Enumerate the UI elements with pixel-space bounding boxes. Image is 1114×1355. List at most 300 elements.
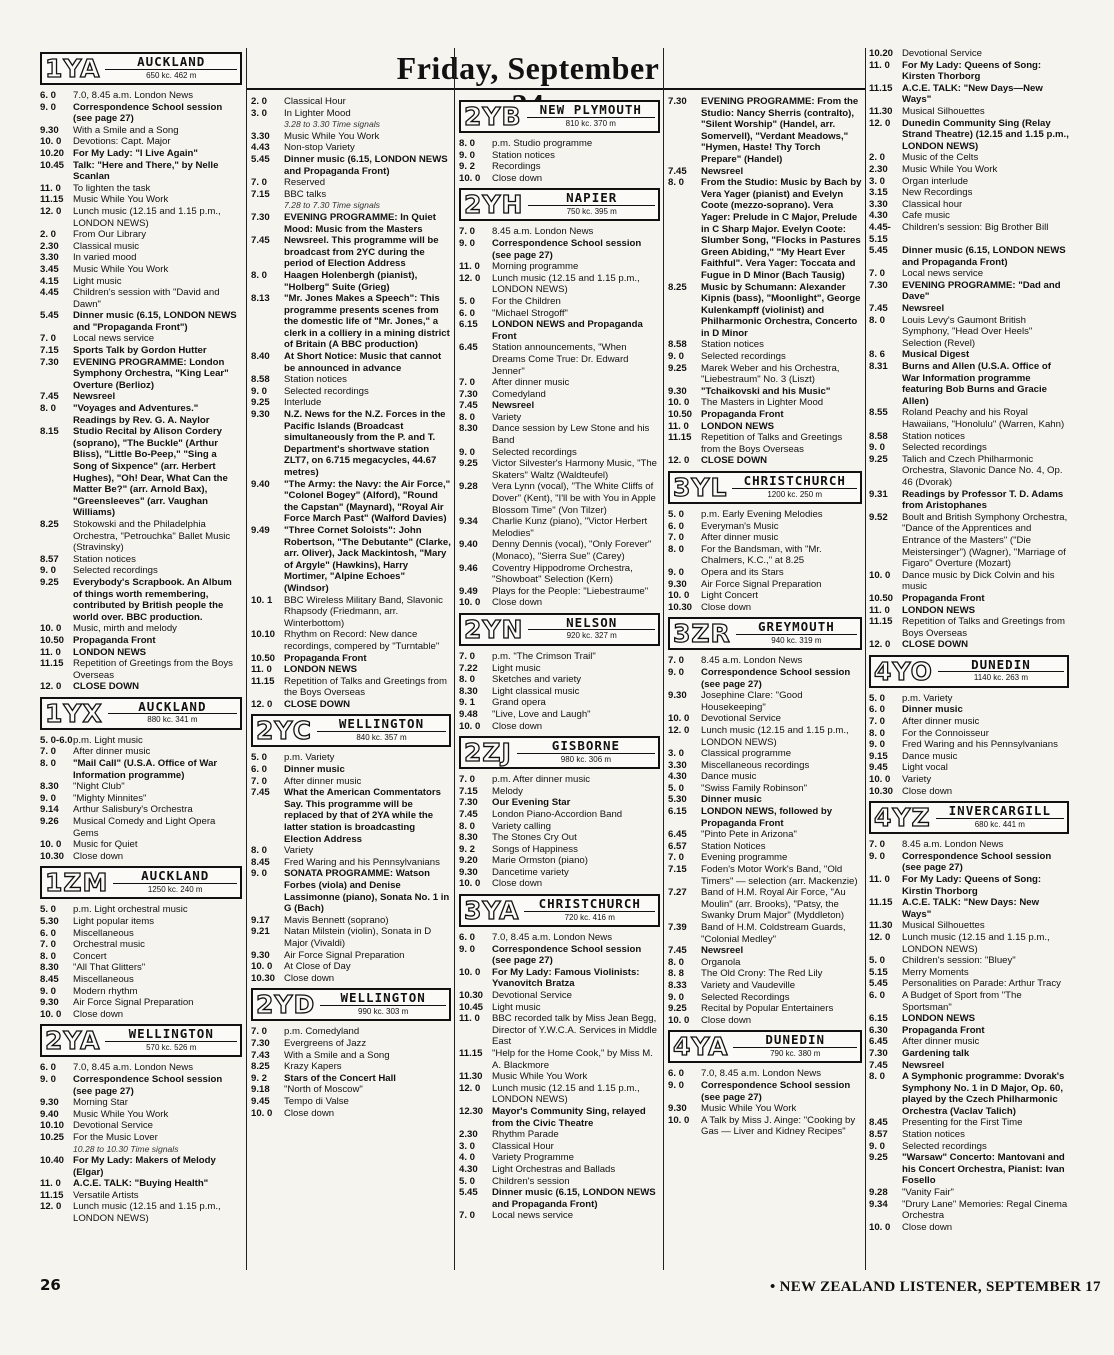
programme-description: Station notices [73,553,136,565]
programme-description: For the Connoisseur [902,727,989,739]
programme-time: 9.30 [40,1097,59,1109]
programme-description: Talk: "Here and There," by Nelle Scanlan [73,159,219,183]
programme-description: Concert [73,950,107,962]
programme-description: In Lighter Mood [284,107,351,119]
programme-description: Close down [73,1008,124,1020]
programme-item [40,264,242,276]
programme-time: 7. 0 [40,746,57,758]
station-continued [251,96,451,710]
programme-item [251,235,451,270]
programme-time: 8.57 [869,1129,888,1141]
programme-description: Roland Peachy and his Royal Hawaiians, "Honolulu" (Warren, Kahn) [902,407,1065,430]
programme-item [40,781,242,793]
programme-description: p.m. Light music [73,734,143,746]
programme-item [459,967,660,990]
programme-time: 7. 0 [459,1210,476,1222]
programme-item [668,590,862,602]
programme-item [40,206,242,229]
programme-item [251,915,451,927]
programme-description: After dinner music [902,716,980,728]
programme-time: 9. 0 [251,385,268,397]
programme-item [459,1164,660,1176]
programme-description: Rhythm Parade [492,1129,559,1141]
station-frequency: 720 kc. 416 m [524,911,655,924]
programme-description: Music While You Work [284,130,380,142]
programme-item [40,125,242,137]
programme-description: Dinner music (6.15, LONDON NEWS and Propaganda Front) [284,153,448,177]
station-city: INVERCARGILL [948,803,1051,819]
programme-time: 7.45 [459,808,478,820]
programme-item [40,90,242,102]
programme-item [459,1002,660,1014]
programme-time: 7.30 [459,388,478,400]
programme-time: 10.45 [40,159,65,171]
programme-item [668,655,862,667]
programme-description: Close down [492,597,543,609]
programme-description: Dance music [902,750,958,762]
programme-description: Music While You Work [492,1071,588,1083]
programme-description: Lunch music (12.15 and 1.15 p.m., LONDON NEWS) [73,1201,221,1225]
programme-time: 9.17 [251,914,270,926]
programme-description: Charlie Kunz (piano), "Victor Herbert Melodies" [492,516,648,539]
station-1ya [40,52,242,693]
programme-description: Orchestral music [73,939,145,951]
programme-item [251,108,451,120]
programme-item [40,333,242,345]
programme-time: 8. 0 [668,956,685,968]
station-4yz [869,801,1069,1233]
programme-description: Dunedin Community Sing (Relay Strand Theatre) (12.15 and 1.15 p.m., LONDON NEWS) [902,117,1069,152]
programme-description: A Symphonic programme: Dvorak's Symphony No. 1 in D Major, Op. 60, played by the Czech Philharmonic Orchestra (Vaclav Talich) [902,1071,1065,1117]
programme-time: 6. 0 [40,1062,57,1074]
programme-time: 8. 0 [251,845,268,857]
programme-time: 10. 0 [251,961,273,973]
programme-time: 10.30 [668,601,693,613]
programme-time: 5.45 [251,153,270,165]
programme-description: "Mail Call" (U.S.A. Office of War Information programme) [73,758,218,781]
programme-item [251,525,451,595]
programme-time: 11. 0 [459,1013,480,1025]
programme-item [869,1141,1069,1153]
programme-description: Newsreel. This programme will be broadcast from 2YC during the period of Election Address [284,235,439,270]
programme-time: 9.15 [869,750,888,762]
programme-description: Newsreel [902,303,945,315]
programme-item [869,280,1069,303]
programme-description: From Our Library [73,229,147,241]
programme-item [40,102,242,125]
programme-time: 9.30 [251,409,270,421]
programme-time: 9.30 [40,124,59,136]
callsign: 2YB [464,102,522,131]
programme-time: 3.15 [869,187,888,199]
programme-item [459,563,660,586]
station-frequency: 570 kc. 526 m [105,1041,237,1054]
programme-time: 9.49 [459,585,478,597]
programme-time: 9.18 [251,1084,270,1096]
programme-description: Newsreel [492,400,535,412]
station-city: AUCKLAND [138,698,207,714]
programme-item [869,716,1069,728]
programme-time: 5. 0 [869,955,886,967]
programme-time: 8.25 [251,1061,270,1073]
programme-description: Personalities on Parade: Arthur Tracy [902,978,1061,990]
programme-item [459,400,660,412]
programme-description: Close down [284,972,335,984]
programme-description: LONDON NEWS and Propaganda Front [492,319,643,342]
programme-description: Propaganda Front [902,1024,985,1036]
programme-item [459,1106,660,1129]
programme-time: 9. 0 [40,565,57,577]
programme-description: After dinner music [902,1036,980,1048]
programme-description: Sports Talk by Gordon Hutter [73,345,207,357]
station-frequency: 980 kc. 306 m [517,753,655,766]
programme-item [40,804,242,816]
programme-item [869,60,1069,83]
programme-time: 9. 0 [869,850,886,862]
programme-description: Miscellaneous [73,973,134,985]
programme-description: p.m. Light orchestral music [73,904,188,916]
programme-time: 9.14 [40,804,59,816]
programme-description: Josephine Clare: "Good Housekeeping" [701,690,803,713]
programme-description: 8.45 a.m. London News [701,655,803,667]
programme-description: Lunch music (12.15 and 1.15 p.m., LONDON NEWS) [701,724,849,748]
programme-time: 9.21 [251,926,270,938]
programme-description: Morning Star [73,1097,128,1109]
programme-description: After dinner music [73,746,151,758]
programme-time: 10. 0 [40,623,62,635]
programme-description: Stars of the Concert Hall [284,1072,396,1084]
programme-time: 8.40 [251,351,270,363]
programme-item [40,816,242,839]
programme-description: 7.0, 8.45 a.m. London News [73,90,193,101]
programme-item [668,1080,862,1103]
programme-item [869,704,1069,716]
programme-description: "Live, Love and Laugh" [492,708,591,720]
programme-time: 8.13 [251,293,270,305]
programme-item [869,164,1069,176]
programme-time: 9. 0 [251,868,268,880]
programme-item [40,1178,242,1190]
programme-item [869,1129,1069,1141]
station-header [40,52,242,85]
station-city: AUCKLAND [141,868,210,884]
programme-description: Propaganda Front [902,592,985,604]
station-2ya [40,1024,242,1224]
programme-time: 9. 0 [459,237,476,249]
programme-time: 8.30 [40,781,59,793]
programme-item [869,1060,1069,1072]
station-1yx [40,697,242,863]
programme-description: Miscellaneous [73,927,134,939]
programme-item [668,339,862,351]
programme-description: Denny Dennis (vocal), "Only Forever" (Monaco), "Sierra Sue" (Carey) [492,539,652,562]
programme-time: 7. 0 [251,775,268,787]
programme-time: 8. 6 [869,349,886,361]
programme-description: Repetition of Talks and Greetings from the Boys Overseas [284,675,447,699]
programme-item [869,442,1069,454]
programme-description: Fred Waring and his Pennsylvanians [284,856,440,868]
programme-item [251,212,451,235]
programme-time: 7.15 [40,345,59,357]
programme-time: 7.30 [668,96,687,107]
programme-item [459,878,660,890]
programme-item [251,1061,451,1073]
programme-time: 10. 0 [459,966,481,978]
programme-description: p.m. Comedyland [284,1026,360,1038]
programme-item [668,544,862,567]
programme-time: 11.15 [668,432,692,444]
programme-description: "Vanity Fair" [902,1187,954,1199]
programme-item [459,1071,660,1083]
programme-time: 9.20 [459,855,478,867]
programme-description: Marek Weber and his Orchestra, "Liebestraum" No. 3 (Liszt) [701,362,840,386]
programme-item [668,992,862,1004]
programme-time: 7. 0 [869,839,886,851]
programme-time: 8. 0 [459,674,476,686]
programme-description: Vera Lynn (vocal), "The White Cliffs of Dover" (Kent), "I'll be with You in Apple Blossom Time" (Von Tilzer) [492,481,656,516]
programme-item [869,407,1069,430]
programme-description: Selected Recordings [701,991,790,1003]
programme-description: Light Orchestras and Ballads [492,1163,616,1175]
programme-time: 10. 0 [668,713,690,725]
programme-item [869,1152,1069,1187]
programme-item [459,342,660,377]
programme-description: The Stones Cry Out [492,832,577,844]
programme-time: 6. 0 [668,520,685,532]
programme-description: LONDON NEWS [284,664,358,676]
programme-item [251,142,451,154]
programme-description: Local news service [492,1210,574,1222]
programme-item [459,674,660,686]
programme-item [869,967,1069,979]
programme-time: 7. 0 [459,650,476,662]
programme-item [251,857,451,869]
programme-item [668,783,862,795]
programme-description: Victor Silvester's Harmony Music, "The Skaters" Waltz (Waldteufel) [492,458,658,481]
programme-description: Variety calling [492,820,552,832]
callsign: 3YA [464,896,520,926]
programme-description: Close down [73,850,124,862]
programme-time: 11. 0 [869,59,890,71]
programme-description: For the Bandsman, with "Mr. Chalmers, K.C.," at 8.25 [701,543,822,567]
station-3ya [459,894,660,1222]
column-3 [459,96,660,1222]
station-meta [105,1028,237,1053]
programme-time: 11. 0 [251,664,272,676]
programme-item [251,950,451,962]
station-frequency: 880 kc. 341 m [108,713,237,726]
programme-description: Light popular items [73,916,155,927]
programme-time: 8. 0 [40,950,57,962]
programme-description: Comedyland [492,388,546,400]
programme-description: Local news service [902,268,984,280]
programme-time: 8. 0 [459,411,476,423]
programme-item [251,1050,451,1062]
programme-item [459,1141,660,1153]
programme-item [869,268,1069,280]
station-frequency: 1250 kc. 240 m [113,883,237,896]
programme-description: Mavis Bennett (soprano) [284,914,389,926]
programme-description: Burns and Allen (U.S.A. Office of War Information programme featuring Bob Burns and Gracie Allen) [902,361,1051,407]
programme-time: 9.25 [668,362,687,374]
programme-time: 8.58 [251,374,270,386]
programme-description: CLOSE DOWN [902,639,969,651]
station-meta [736,621,857,646]
programme-item [251,1096,451,1108]
programme-description: Evergreens of Jazz [284,1037,367,1049]
programme-description: Music by Schumann: Alexander Kipnis (bass), "Moonlight", George Kulenkampff (violinist) and Philharmonic Orchestra, Concerto in D Minor [701,281,861,339]
programme-item [869,303,1069,315]
programme-item [40,229,242,241]
programme-item [40,928,242,940]
callsign: 3YL [673,473,728,502]
programme-time: 9.25 [251,397,270,409]
station-meta [517,740,655,765]
station-header [459,100,660,133]
programme-description: London Piano-Accordion Band [492,808,623,820]
programme-item [869,222,1069,245]
programme-item [668,713,862,725]
programme-time: 10.30 [251,972,276,984]
programme-time: 10. 0 [40,1008,62,1020]
programme-time: 6.30 [869,1024,888,1036]
programme-item [869,605,1069,617]
programme-time: 3.45 [40,263,59,275]
programme-item [251,351,451,374]
programme-item [459,932,660,944]
station-header [459,894,660,927]
programme-item [869,152,1069,164]
title-rule [247,88,865,90]
programme-item [40,1109,242,1121]
programme-item [668,1103,862,1115]
programme-time: 2. 0 [251,96,268,107]
programme-item [459,377,660,389]
programme-item [668,602,862,614]
programme-item [668,922,862,945]
programme-item [668,725,862,748]
programme-item [668,96,862,166]
station-2yd [251,988,451,1119]
programme-item [40,962,242,974]
programme-description: Station notices [902,430,965,442]
programme-item [668,363,862,386]
programme-time: 9.26 [40,816,59,828]
programme-time: 9. 0 [869,739,886,751]
programme-description: Melody [492,785,523,797]
programme-description: Variety and Vaudeville [701,979,796,991]
programme-description: Music While You Work [73,1108,169,1120]
programme-item [40,986,242,998]
programme-description: Classical programme [701,748,792,760]
programme-time: 9.25 [869,453,888,465]
programme-time: 7. 0 [869,716,886,728]
page-title: Friday, September [396,50,660,86]
programme-time: 8. 0 [40,403,57,415]
programme-item [668,806,862,829]
programme-description: Dancetime variety [492,866,569,878]
programme-description: A.C.E. TALK: "Buying Health" [73,1178,209,1190]
programme-item [251,629,451,652]
programme-time: 11. 0 [668,420,689,432]
programme-description: Station notices [701,339,764,351]
programme-item [40,904,242,916]
programme-item [869,593,1069,605]
programme-description: Propaganda Front [284,652,367,664]
programme-item [869,489,1069,512]
programme-time: 7. 0 [668,532,685,544]
programme-description: Close down [902,1221,953,1233]
programme-time: 8.58 [869,430,888,442]
programme-item [40,746,242,758]
programme-item [40,997,242,1009]
programme-item [869,874,1069,897]
programme-item [869,739,1069,751]
programme-time: 5.45 [40,310,59,322]
programme-item [459,809,660,821]
programme-item [40,1009,242,1021]
programme-description: To lighten the task [73,182,151,194]
programme-item [40,345,242,357]
magazine-footer: • NEW ZEALAND LISTENER, SEPTEMBER 17 [770,1279,1101,1295]
station-city: WELLINGTON [128,1026,214,1042]
programme-time: 7. 0 [668,655,685,667]
station-meta [108,698,237,726]
programme-description: Children's session [492,1175,570,1187]
programme-description: For My Lady: "I Live Again" [73,147,198,159]
programme-time: 7.45 [251,787,270,799]
programme-item [668,690,862,713]
programme-item [459,226,660,238]
callsign: 2YN [464,614,524,644]
programme-description: Variety [492,411,522,423]
programme-time: 8.58 [668,339,687,351]
programme-item [459,786,660,798]
programme-time: 10. 0 [40,839,62,851]
programme-time: 9.30 [668,690,687,702]
programme-time: 9.52 [869,511,888,523]
programme-time: 7.45 [251,235,270,247]
programme-item [869,978,1069,990]
programme-item [459,1129,660,1141]
programme-time: 6.45 [459,342,478,354]
programme-description: "Help for the Home Cook," by Miss M. A. Blackmore [492,1048,653,1071]
station-2yb [459,100,660,184]
programme-item [40,357,242,392]
programme-item [869,454,1069,489]
programme-time: 6. 0 [668,1068,685,1080]
programme-time: 9.25 [668,1003,687,1015]
programme-item [40,1132,242,1144]
programme-time: 6.45 [869,1036,888,1048]
programme-description: At Short Notice: Music that cannot be announced in advance [284,351,442,374]
column-5 [869,48,1069,1233]
station-header [459,736,660,769]
programme-time: 6. 0 [869,989,886,1001]
programme-item [459,651,660,663]
programme-description: Close down [902,785,953,797]
programme-item [459,173,660,185]
programme-description: p.m. Studio programme [492,138,593,149]
programme-item [668,166,862,178]
programme-description: Devotions: Capt. Major [73,136,171,148]
programme-item [40,974,242,986]
programme-item [40,136,242,148]
programme-description: CLOSE DOWN [73,681,140,693]
programme-item [869,349,1069,361]
programme-description: 7.0, 8.45 a.m. London News [492,932,612,944]
programme-description: Band of H.M. Coldstream Guards, "Colonial Medley" [701,922,846,945]
